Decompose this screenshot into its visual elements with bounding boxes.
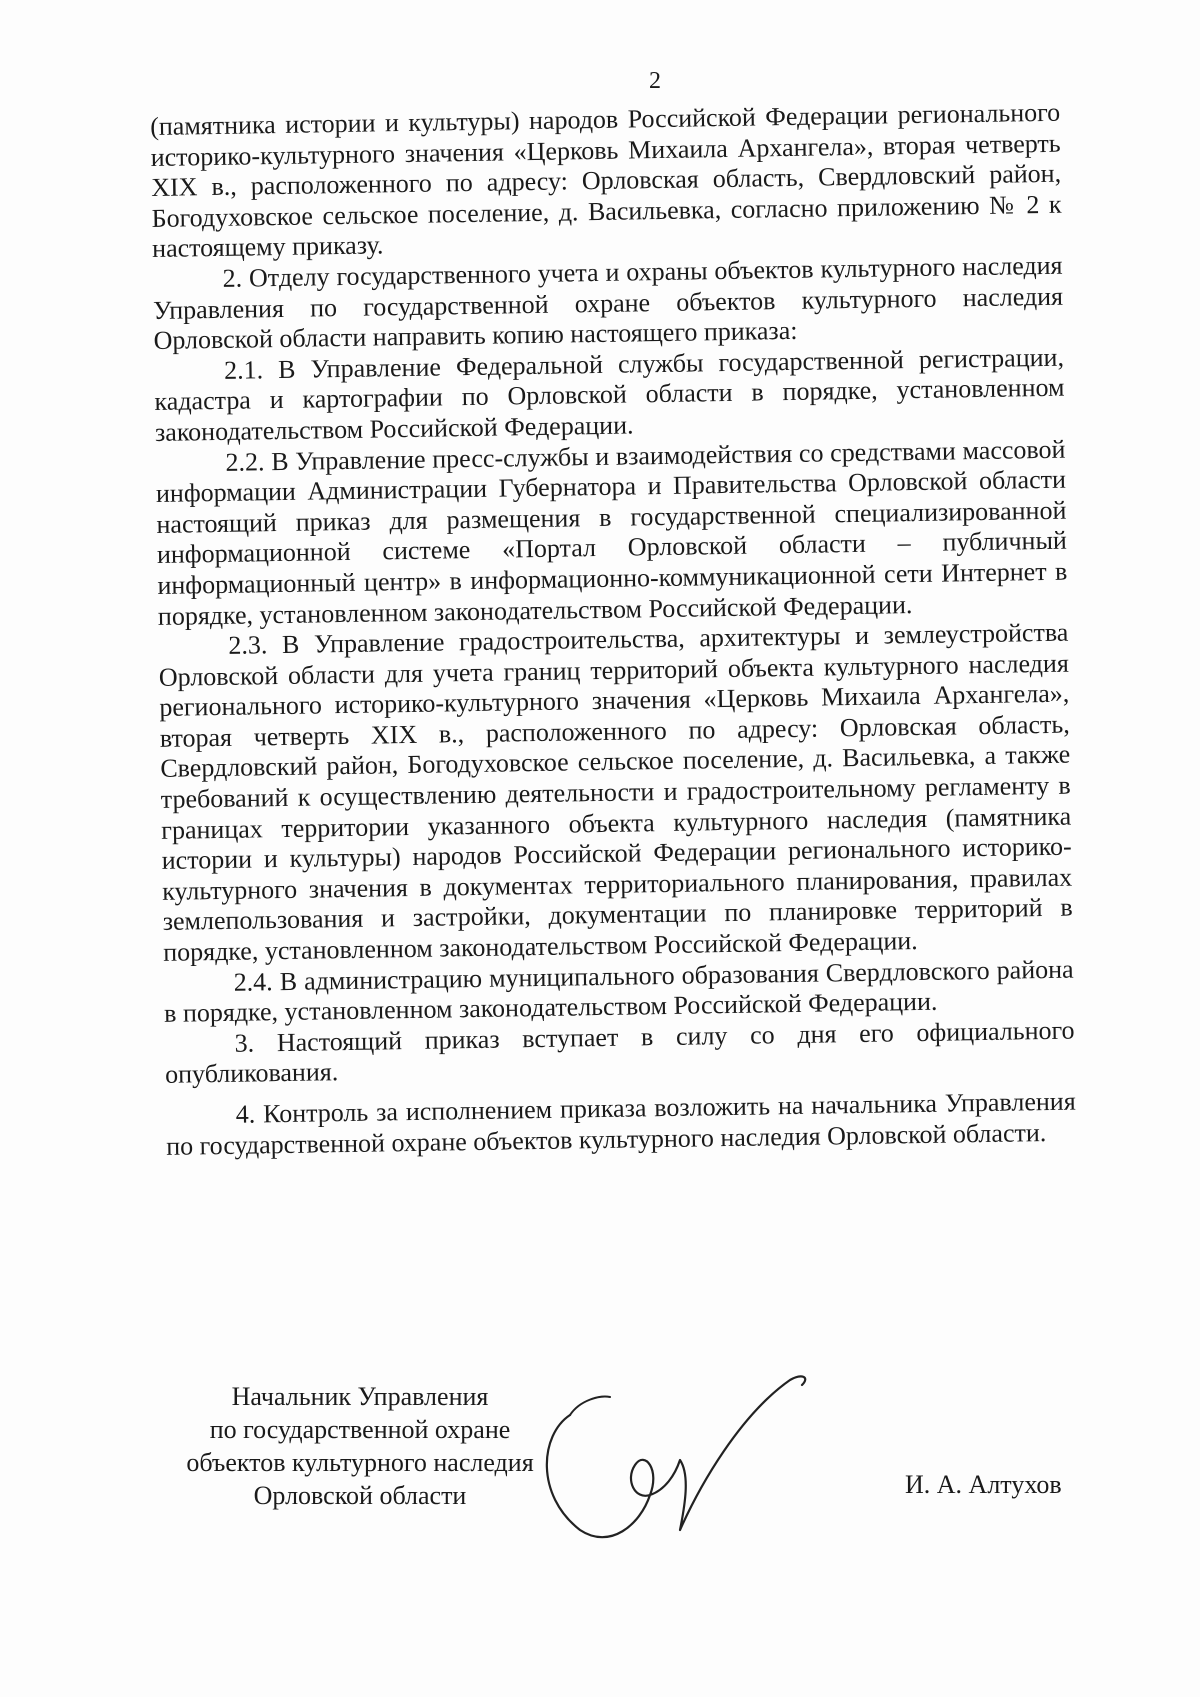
paragraph-item-2-2: 2.2. В Управление пресс-службы и взаимодействия со средствами массовой информации Администрации Губернатора и Правительства Орловской области настоящий приказ для размещения в государственной специализированной информационной системе «Портал Орловской области – публичный информационный центр» в информационно-коммуникационной сети Интернет в порядке, установленном законодательством Российской Федерации. bbox=[155, 434, 1068, 631]
paragraph-item-4: 4. Контроль за исполнением приказа возложить на начальника Управления по государственной охране объектов культурного наследия Орловской области. bbox=[166, 1086, 1076, 1161]
signatory-position bbox=[150, 1380, 570, 1512]
signatory-position-line: объектов культурного наследия bbox=[186, 1448, 534, 1477]
paragraph-continuation: (памятника истории и культуры) народов Российской Федерации регионального историко-культурного значения «Церковь Михаила Архангела», вторая четверть XIX в., расположенного по адресу: Орловская область, Свердловский район, Богодуховское сельское поселение, д. Васильевка, согласно приложению № 2 к настоящему приказу. bbox=[150, 97, 1062, 264]
document-body bbox=[150, 98, 1076, 1162]
signatory-name: И. А. Алтухов bbox=[905, 1470, 1062, 1499]
signatory-position-line: Орловской области bbox=[253, 1481, 467, 1510]
page-number: 2 bbox=[649, 68, 661, 94]
paragraph-item-2-4: 2.4. В администрацию муниципального образования Свердловского района в порядке, установленном законодательством Российской Федерации. bbox=[163, 954, 1074, 1029]
paragraph-item-3: 3. Настоящий приказ вступает в силу со дня его официального опубликования. bbox=[164, 1015, 1075, 1090]
paragraph-item-2-1: 2.1. В Управление Федеральной службы государственной регистрации, кадастра и картографии по Орловской области в порядке, установленном законодательством Российской Федерации. bbox=[154, 342, 1065, 447]
handwritten-signature bbox=[540, 1355, 840, 1555]
signatory-position-line: Начальник Управления bbox=[231, 1382, 489, 1411]
paragraph-item-2: 2. Отделу государственного учета и охраны объектов культурного наследия Управления по государственной охране объектов культурного наследия Орловской области направить копию настоящего приказа: bbox=[152, 250, 1064, 356]
paragraph-item-2-3: 2.3. В Управление градостроительства, архитектуры и землеустройства Орловской области для учета границ территорий объекта культурного наследия регионального историко-культурного значения «Церковь Михаила Архангела», вторая четверть XIX в., расположенного по адресу: Орловская область, Свердловский район, Богодуховское сельское поселение, д. Васильевка, а также требований к осуществлению деятельности и градостроительному регламенту в границах территории указанного объекта культурного наследия (памятника истории и культуры) народов Российской Федерации регионального историко-культурного значения в документах территориального планирования, правилах землепользования и застройки, документации по планировке территорий в порядке, установленном законодательством Российской Федерации. bbox=[158, 617, 1073, 967]
signatory-position-line: по государственной охране bbox=[209, 1415, 511, 1444]
